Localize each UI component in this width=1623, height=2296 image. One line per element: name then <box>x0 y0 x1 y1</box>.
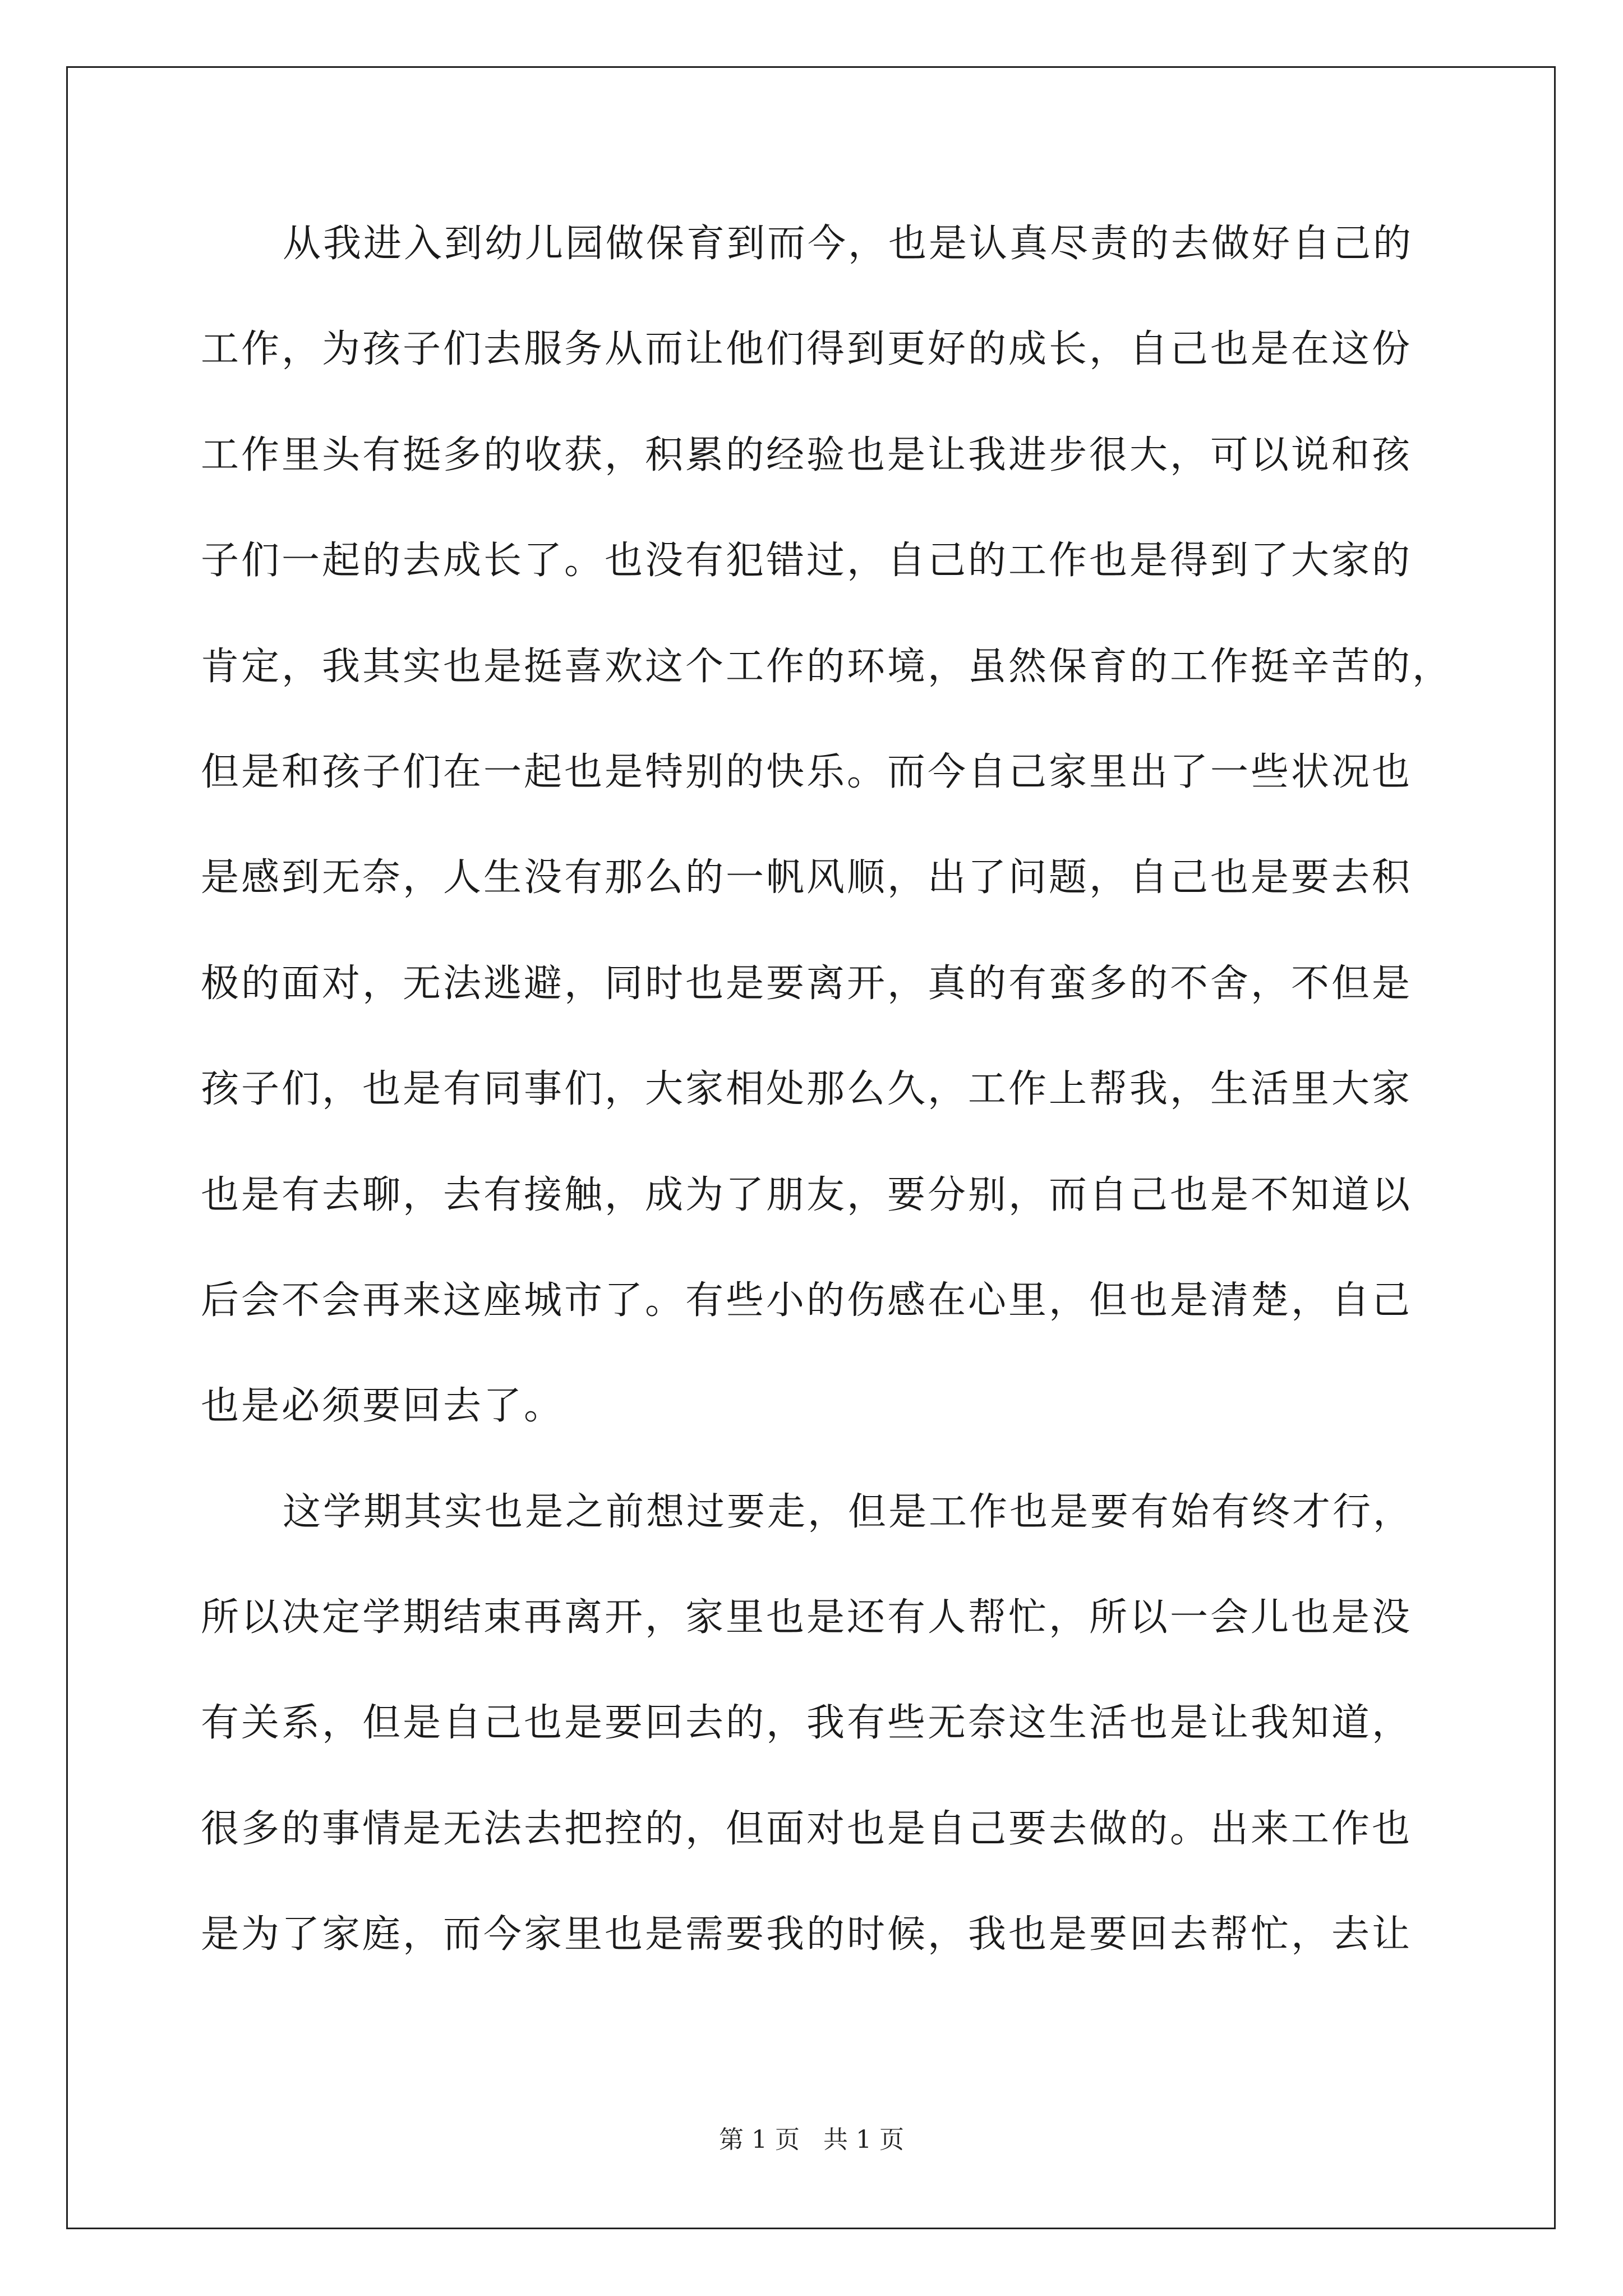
text-line: 工作里头有挺多的收获，积累的经验也是让我进步很大，可以说和孩 <box>201 432 1413 477</box>
text-line: 也是有去聊，去有接触，成为了朋友，要分别，而自己也是不知道以 <box>201 1172 1413 1217</box>
text-line: 很多的事情是无法去把控的，但面对也是自己要去做的。出来工作也 <box>201 1806 1413 1851</box>
text-line: 肯定，我其实也是挺喜欢这个工作的环境，虽然保育的工作挺辛苦的， <box>201 644 1453 689</box>
text-line: 也是必须要回去了。 <box>201 1384 565 1429</box>
text-line: 但是和孩子们在一起也是特别的快乐。而今自己家里出了一些状况也 <box>201 749 1413 794</box>
page-number: 第 1 页 <box>719 2125 800 2154</box>
text-line: 是感到无奈，人生没有那么的一帆风顺，出了问题，自己也是要去积 <box>201 855 1413 900</box>
text-line: 极的面对，无法逃避，同时也是要离开，真的有蛮多的不舍，不但是 <box>201 961 1413 1006</box>
text-line: 孩子们，也是有同事们，大家相处那么久，工作上帮我，生活里大家 <box>201 1067 1413 1112</box>
text-line: 子们一起的去成长了。也没有犯错过，自己的工作也是得到了大家的 <box>201 539 1413 583</box>
document-body <box>201 219 1453 2016</box>
text-line: 从我进入到幼儿园做保育到而今，也是认真尽责的去做好自己的 <box>283 222 1414 266</box>
text-line: 后会不会再来这座城市了。有些小的伤感在心里，但也是清楚，自己 <box>201 1278 1413 1323</box>
text-line: 所以决定学期结束再离开，家里也是还有人帮忙，所以一会儿也是没 <box>201 1595 1413 1640</box>
text-line: 是为了家庭，而今家里也是需要我的时候，我也是要回去帮忙，去让 <box>201 1912 1413 1957</box>
text-line: 工作，为孩子们去服务从而让他们得到更好的成长，自己也是在这份 <box>201 327 1413 372</box>
page-footer <box>0 2123 1623 2157</box>
text-line: 这学期其实也是之前想过要走，但是工作也是要有始有终才行， <box>283 1489 1414 1534</box>
text-line: 有关系，但是自己也是要回去的，我有些无奈这生活也是让我知道， <box>201 1701 1413 1746</box>
page-total: 共 1 页 <box>823 2125 904 2154</box>
